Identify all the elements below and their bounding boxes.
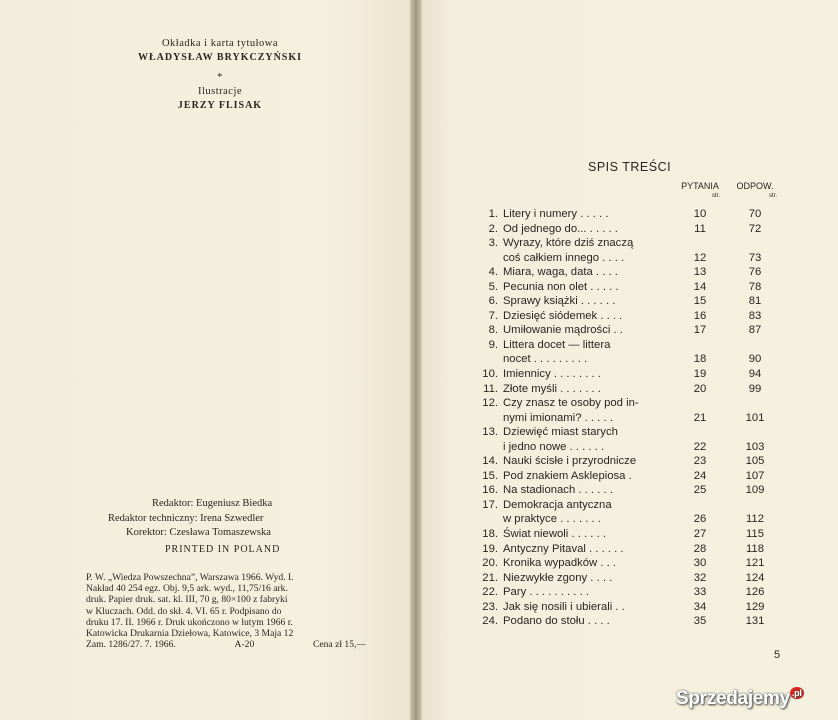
toc-question-page: 20 [693,382,707,395]
illustration-author: JERZY FLISAK [177,100,263,111]
toc-entry-title: Kronika wypadków . . . [503,557,617,570]
illustration-label: Ilustracje [197,86,243,97]
toc-row [470,571,800,586]
toc-entry-title: Złote myśli . . . . . . . [503,382,601,395]
toc-entry-number: 23. [482,600,498,613]
toc-answer-page: 124 [745,571,765,584]
toc-question-page: 35 [693,615,707,628]
toc-entry-number: 12. [482,397,498,410]
answers-header-sub: str. [768,193,777,199]
cover-credit-line: Okładka i karta tytułowa [161,38,279,49]
imprint-line: druk. Papier druk. sat. kl. III, 70 g, 80×100 z fabryki [86,594,288,606]
toc-entry-number: 7. [488,309,498,322]
toc-answer-page: 129 [745,600,765,613]
toc-answer-page: 73 [748,251,762,264]
toc-entry-number: 21. [482,571,498,584]
toc-entry-number: 16. [482,484,498,497]
toc-answer-page: 76 [748,266,762,279]
toc-question-page: 24 [693,469,707,482]
toc-entry-title: Antyczny Pitaval . . . . . . [503,542,624,555]
toc-entry-title: i jedno nowe . . . . . . [503,440,605,453]
toc-entry-number: 15. [482,469,498,482]
toc-entry-number: 10. [482,368,498,381]
toc-answer-page: 72 [748,222,762,235]
questions-column-header [680,181,720,201]
order-number: Zam. 1286/27. 7. 1966. [86,639,176,651]
imprint-block [86,572,366,650]
cover-credits [100,37,340,65]
toc-entry-number: 18. [482,528,498,541]
toc-entry-title: Nauki ścisłe i przyrodnicze [503,455,637,468]
questions-header-sub: str. [711,193,720,199]
toc-question-page: 32 [693,571,707,584]
watermark-suffix: .pl [791,688,802,698]
toc-entry-number: 4. [488,266,498,279]
illustration-credits [100,71,340,113]
toc-answer-page: 103 [745,440,765,453]
toc-question-page: 25 [693,484,707,497]
toc-row [470,367,800,382]
toc-question-page: 30 [693,557,707,570]
toc-answer-page: 78 [748,280,762,293]
toc-list [470,207,800,629]
toc-row [470,280,800,295]
imprint-line: Nakład 40 254 egz. Obj. 9,5 ark. wyd., 11,75/16 ark. [86,583,288,595]
toc-entry-title: Miara, waga, data . . . . [503,266,618,279]
toc-question-page: 15 [693,295,707,308]
watermark-text: Sprzedajemy [676,688,790,709]
toc-row [470,454,800,469]
printed-in-poland: PRINTED IN POLAND [165,544,281,555]
toc-row [470,236,800,251]
questions-header-label: PYTANIA [681,181,719,191]
toc-answer-page: 109 [745,484,765,497]
toc-answer-page: 112 [745,513,764,526]
toc-question-page: 26 [693,513,707,526]
toc-answer-page: 81 [748,295,762,308]
toc-row [470,469,800,484]
toc-entry-number: 8. [488,324,498,337]
toc-row [470,542,800,557]
toc-question-page: 19 [693,368,707,381]
toc-row [470,338,800,353]
toc-entry-title: Demokracja antyczna [503,498,612,511]
toc-entry-number: 14. [482,455,498,468]
toc-row [470,498,800,513]
toc-answer-page: 83 [748,309,762,322]
toc-entry-number: 22. [482,586,498,599]
toc-entry-title: Pary . . . . . . . . . . [503,586,590,599]
toc-answer-page: 94 [748,368,762,381]
watermark-logo [676,688,804,710]
toc-row [470,440,800,455]
toc-entry-title: nocet . . . . . . . . . [503,353,588,366]
toc-row [470,512,800,527]
toc-question-page: 10 [693,208,707,220]
toc-answer-page: 87 [748,324,762,337]
toc-entry-number: 1. [488,208,498,220]
toc-entry-title: Podano do stołu . . . . [503,615,610,628]
toc-question-page: 12 [693,251,707,264]
toc-entry-number: 2. [488,222,498,235]
toc-answer-page: 90 [748,353,762,366]
proofreader-line: Korektor: Czesława Tomaszewska [126,527,271,538]
toc-row [470,411,800,426]
cover-author: WŁADYSŁAW BRYKCZYŃSKI [137,52,303,63]
toc-answer-page: 131 [745,615,765,628]
toc-row [470,396,800,411]
toc-entry-title: w praktyce . . . . . . . [503,513,601,526]
separator-asterisk: * [217,72,223,83]
editorial-credits [108,497,343,541]
toc-entry-title: Littera docet — littera [503,338,611,351]
toc-question-page: 27 [693,528,707,541]
toc-question-page: 11 [694,222,706,235]
imprint-last-line [86,639,366,650]
answers-column-header [733,181,777,201]
toc-row [470,352,800,367]
toc-question-page: 21 [693,411,707,424]
toc-question-page: 18 [693,353,707,366]
toc-row [470,527,800,542]
toc-answer-page: 107 [745,469,765,482]
answers-header-label: ODPOW. [736,181,774,191]
toc-entry-title: Pecunia non olet . . . . . [503,280,619,293]
toc-row [470,207,800,222]
print-code: A-20 [234,639,255,651]
toc-entry-number: 11. [483,382,498,395]
toc-entry-title: Sprawy książki . . . . . . [503,295,616,308]
toc-entry-number: 17. [482,498,498,511]
toc-entry-title: Niezwykłe zgony . . . . [503,571,613,584]
toc-entry-title: Litery i numery . . . . . [503,208,609,220]
toc-entry-title: coś całkiem innego . . . . [503,251,625,264]
toc-entry-title: Jak się nosili i ubierali . . [503,600,625,613]
toc-row [470,483,800,498]
toc-entry-number: 13. [482,426,498,439]
toc-row [470,585,800,600]
toc-question-page: 23 [693,455,707,468]
toc-row [470,323,800,338]
toc-question-page: 14 [693,280,707,293]
toc-answer-page: 99 [748,382,762,395]
toc-row [470,425,800,440]
toc-entry-title: Dziesięć siódemek . . . . [503,309,623,322]
toc-row [470,251,800,266]
toc-answer-page: 118 [745,542,764,555]
toc-entry-title: Imiennicy . . . . . . . . [503,368,601,381]
toc-question-page: 13 [693,266,707,279]
toc-question-page: 28 [693,542,707,555]
tech-editor-line: Redaktor techniczny: Irena Szwedler [108,512,264,524]
price: Cena zł 15,— [312,639,366,651]
toc-row [470,382,800,397]
imprint-line: P. W. „Wiedza Powszechna”, Warszawa 1966. Wyd. I. [86,572,294,583]
toc-entry-number: 20. [482,557,498,570]
imprint-line: Katowicka Drukarnia Dziełowa, Katowice, 3 Maja 12 [86,628,294,640]
imprint-line: druku 17. II. 1966 r. Druk ukończono w lutym 1966 r. [86,616,293,628]
toc-row [470,309,800,324]
toc-entry-number: 6. [488,295,498,308]
toc-entry-title: Od jednego do... . . . . . [503,222,618,235]
toc-entry-number: 19. [482,542,498,555]
toc-question-page: 33 [693,586,707,599]
toc-answer-page: 105 [745,455,765,468]
toc-entry-title: Na stadionach . . . . . . [503,484,613,497]
toc-row [470,556,800,571]
toc-row [470,294,800,309]
page-number: 5 [774,649,781,661]
toc-entry-title: nymi imionami? . . . . . [503,411,613,424]
toc-answer-page: 101 [745,411,765,424]
toc-question-page: 16 [693,309,707,322]
toc-title: SPIS TREŚCI [588,160,672,174]
toc-answer-page: 121 [745,557,765,570]
toc-row [470,222,800,237]
toc-entry-number: 24. [482,615,498,628]
editor-line: Redaktor: Eugeniusz Biedka [152,498,273,509]
toc-row [470,265,800,280]
toc-row [470,614,800,629]
toc-entry-title: Czy znasz te osoby pod in- [503,397,639,410]
book-gutter [410,0,422,720]
toc-question-page: 22 [693,440,707,453]
imprint-line: w Kluczach. Odd. do skł. 4. VI. 65 r. Podpisano do [86,605,282,617]
toc-entry-title: Świat niewoli . . . . . . [503,528,606,541]
toc-entry-number: 9. [488,338,498,351]
toc-question-page: 34 [693,600,707,613]
toc-answer-page: 70 [748,208,762,220]
toc-entry-title: Pod znakiem Asklepiosa . [503,469,632,482]
toc-question-page: 17 [693,324,707,337]
toc-entry-title: Umiłowanie mądrości . . [503,324,623,337]
toc-answer-page: 126 [745,586,765,599]
toc-entry-number: 3. [488,237,498,250]
toc-entry-number: 5. [488,280,498,293]
toc-answer-page: 115 [745,528,764,541]
toc-entry-title: Wyrazy, które dziś znaczą [503,237,634,250]
toc-row [470,600,800,615]
toc-entry-title: Dziewięć miast starych [503,426,618,439]
